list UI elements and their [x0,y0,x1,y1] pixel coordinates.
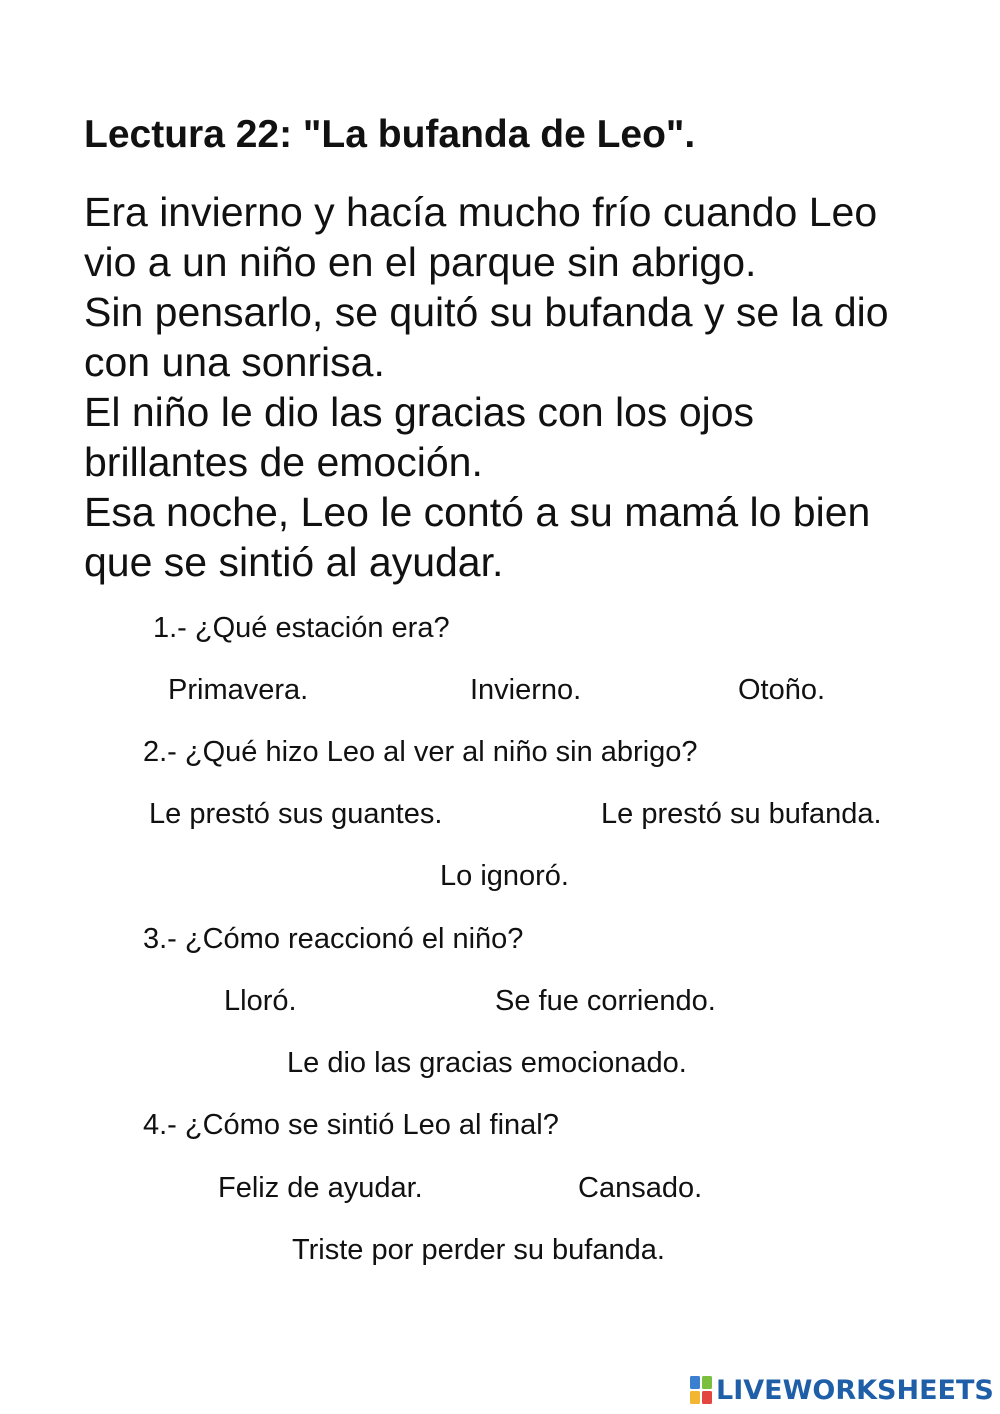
story-line: El niño le dio las gracias con los ojos [84,389,755,435]
liveworksheets-logo-text: LIVEWORKSHEETS [716,1374,994,1406]
question-3-text: 3.- ¿Cómo reaccionó el niño? [143,923,524,955]
story-line: con una sonrisa. [84,339,385,385]
story-line: vio a un niño en el parque sin abrigo. [84,239,757,285]
liveworksheets-logo [690,1372,994,1408]
answer-option[interactable]: Cansado. [578,1172,703,1204]
answer-option[interactable]: Invierno. [470,674,582,706]
question-1-text: 1.- ¿Qué estación era? [153,612,450,644]
liveworksheets-logo-icon [690,1376,712,1404]
answer-option[interactable]: Le dio las gracias emocionado. [287,1047,687,1079]
answer-option[interactable]: Otoño. [738,674,826,706]
answer-option[interactable]: Le prestó sus guantes. [149,798,443,830]
story-line: que se sintió al ayudar. [84,539,504,585]
story-line: brillantes de emoción. [84,439,483,485]
answer-option[interactable]: Le prestó su bufanda. [601,798,882,830]
answer-option[interactable]: Se fue corriendo. [495,985,716,1017]
answer-option[interactable]: Lo ignoró. [440,860,569,892]
story-line: Sin pensarlo, se quitó su bufanda y se la dio [84,289,889,335]
question-4-text: 4.- ¿Cómo se sintió Leo al final? [143,1109,559,1141]
answer-option[interactable]: Primavera. [168,674,309,706]
page-title: Lectura 22: "La bufanda de Leo". [84,113,696,156]
story-line: Esa noche, Leo le contó a su mamá lo bien [84,489,871,535]
question-2-text: 2.- ¿Qué hizo Leo al ver al niño sin abrigo? [143,736,698,768]
answer-option[interactable]: Lloró. [224,985,297,1017]
answer-option[interactable]: Triste por perder su bufanda. [292,1234,665,1266]
answer-option[interactable]: Feliz de ayudar. [218,1172,423,1204]
story-line: Era invierno y hacía mucho frío cuando Leo [84,189,878,235]
